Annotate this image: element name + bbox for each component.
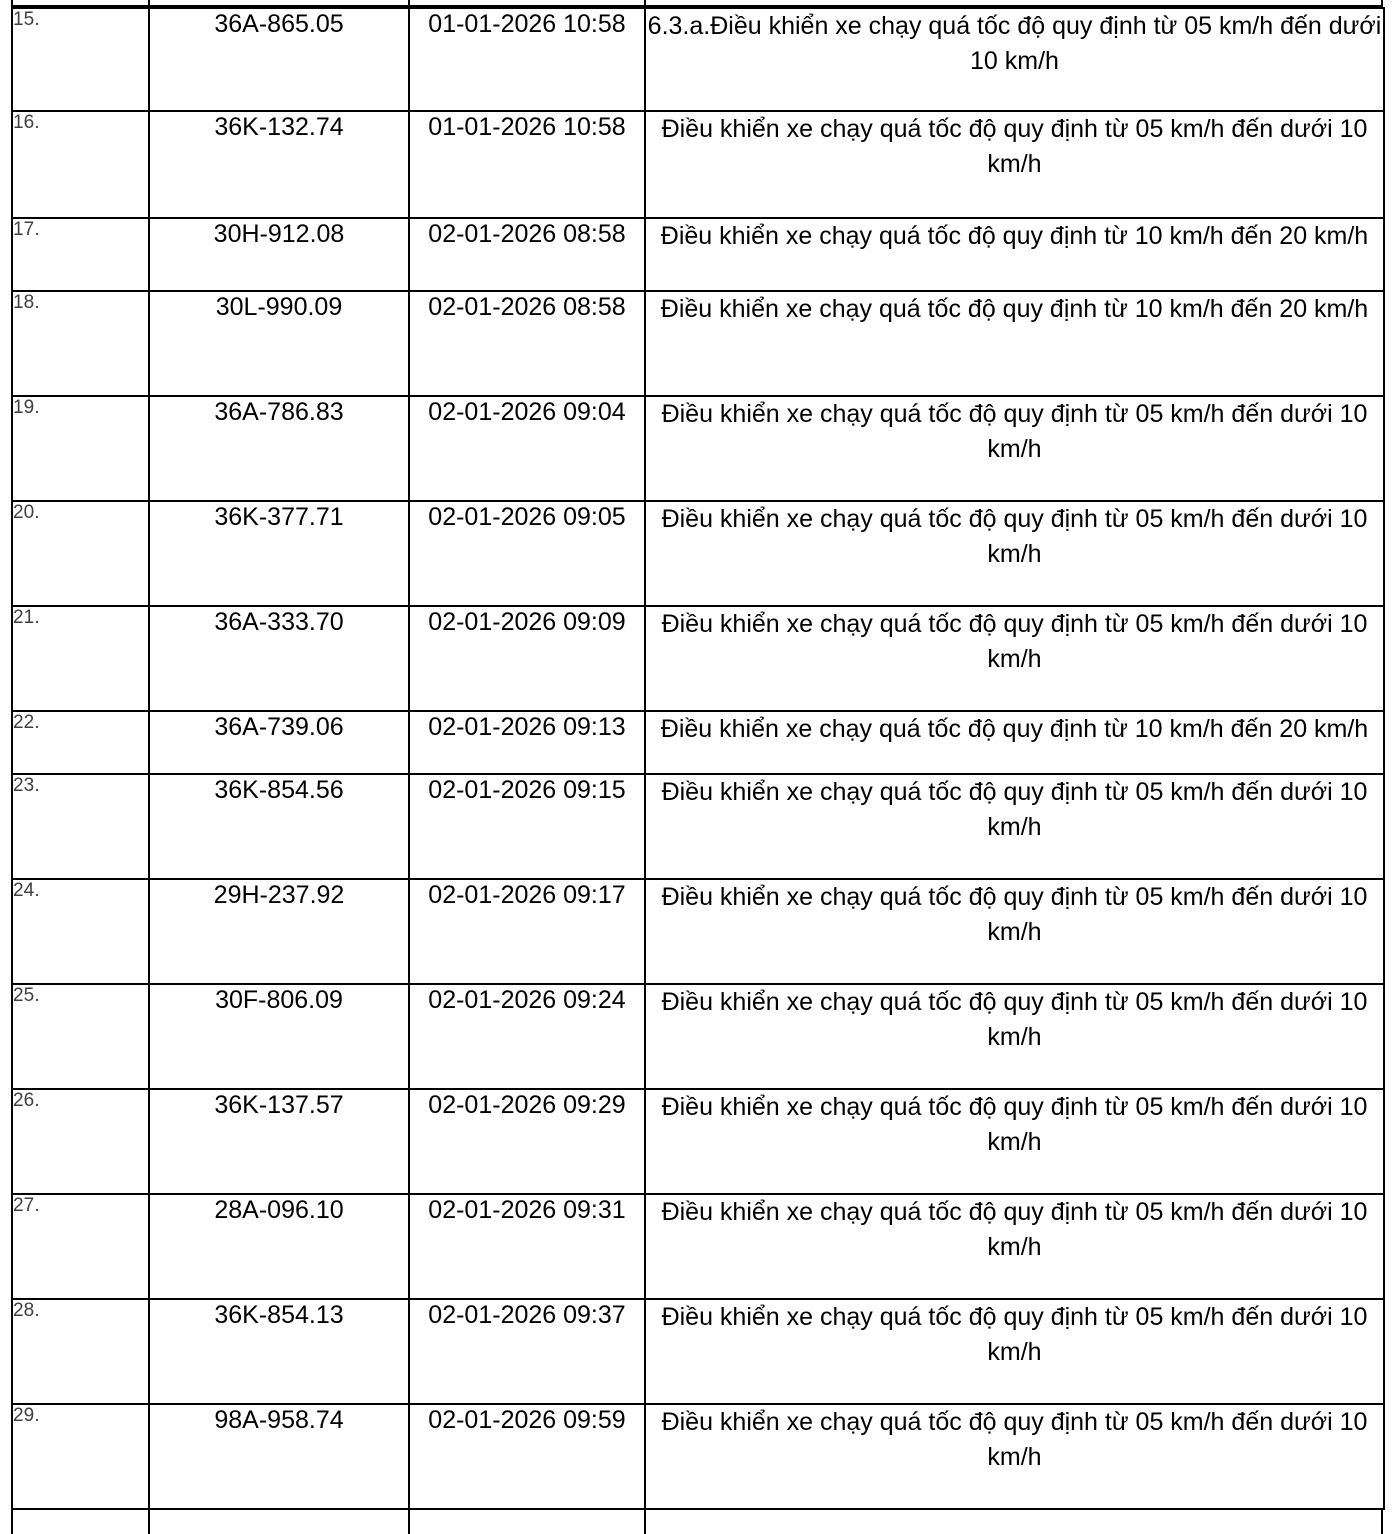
previous-row-partial xyxy=(11,0,1383,7)
table-row[interactable] xyxy=(12,774,1384,879)
violation-description-cell: Điều khiển xe chạy quá tốc độ quy định từ 05 km/h đến dưới 10 km/h xyxy=(645,879,1384,984)
row-index-cell: 21. xyxy=(12,606,149,711)
row-index-cell: 18. xyxy=(12,291,149,396)
table-row[interactable] xyxy=(12,396,1384,501)
license-plate-cell: 36K-137.57 xyxy=(149,1089,409,1194)
row-index-cell: 15. xyxy=(12,8,149,111)
row-index-cell: 16. xyxy=(12,111,149,218)
violation-time-cell: 01-01-2026 10:58 xyxy=(409,8,645,111)
table-row[interactable] xyxy=(12,711,1384,774)
previous-row-index-cell xyxy=(13,0,150,5)
table-row[interactable] xyxy=(12,879,1384,984)
violation-time-cell: 02-01-2026 09:05 xyxy=(409,501,645,606)
row-index-cell: 28. xyxy=(12,1299,149,1404)
next-row-description-cell xyxy=(646,1510,1381,1534)
table-row[interactable] xyxy=(12,606,1384,711)
license-plate-cell: 36A-865.05 xyxy=(149,8,409,111)
next-row-partial xyxy=(11,1510,1383,1534)
row-index-cell: 23. xyxy=(12,774,149,879)
violation-time-cell: 02-01-2026 09:17 xyxy=(409,879,645,984)
license-plate-cell: 98A-958.74 xyxy=(149,1404,409,1509)
violation-time-cell: 02-01-2026 09:59 xyxy=(409,1404,645,1509)
table-row[interactable] xyxy=(12,1089,1384,1194)
violation-time-cell: 02-01-2026 09:31 xyxy=(409,1194,645,1299)
license-plate-cell: 36A-333.70 xyxy=(149,606,409,711)
previous-row-plate-cell xyxy=(150,0,410,5)
violation-description-cell: Điều khiển xe chạy quá tốc độ quy định từ 05 km/h đến dưới 10 km/h xyxy=(645,396,1384,501)
license-plate-cell: 36K-854.56 xyxy=(149,774,409,879)
row-index-cell: 25. xyxy=(12,984,149,1089)
table-row[interactable] xyxy=(12,501,1384,606)
violation-description-cell: Điều khiển xe chạy quá tốc độ quy định từ 05 km/h đến dưới 10 km/h xyxy=(645,774,1384,879)
row-index-cell: 17. xyxy=(12,218,149,291)
row-index-cell: 19. xyxy=(12,396,149,501)
previous-row-description-cell xyxy=(646,0,1381,5)
next-row-index-cell xyxy=(13,1510,150,1534)
table-row[interactable] xyxy=(12,984,1384,1089)
violation-time-cell: 02-01-2026 09:04 xyxy=(409,396,645,501)
row-index-cell: 27. xyxy=(12,1194,149,1299)
license-plate-cell: 36K-854.13 xyxy=(149,1299,409,1404)
table-row[interactable] xyxy=(12,1404,1384,1509)
table-row[interactable] xyxy=(12,1299,1384,1404)
license-plate-cell: 36K-132.74 xyxy=(149,111,409,218)
table-row[interactable] xyxy=(12,1194,1384,1299)
violation-time-cell: 02-01-2026 09:24 xyxy=(409,984,645,1089)
row-index-cell: 22. xyxy=(12,711,149,774)
license-plate-cell: 36A-786.83 xyxy=(149,396,409,501)
table-row[interactable] xyxy=(12,8,1384,111)
violations-table-body xyxy=(12,8,1384,1509)
table-row[interactable] xyxy=(12,111,1384,218)
violation-description-cell: Điều khiển xe chạy quá tốc độ quy định từ 05 km/h đến dưới 10 km/h xyxy=(645,1299,1384,1404)
violation-time-cell: 02-01-2026 08:58 xyxy=(409,218,645,291)
license-plate-cell: 36A-739.06 xyxy=(149,711,409,774)
violation-time-cell: 02-01-2026 09:29 xyxy=(409,1089,645,1194)
next-row-time-cell xyxy=(410,1510,646,1534)
table-row[interactable] xyxy=(12,218,1384,291)
license-plate-cell: 30F-806.09 xyxy=(149,984,409,1089)
violations-table xyxy=(11,7,1385,1510)
violation-description-cell: Điều khiển xe chạy quá tốc độ quy định từ 10 km/h đến 20 km/h xyxy=(645,218,1384,291)
next-row-plate-cell xyxy=(150,1510,410,1534)
license-plate-cell: 30H-912.08 xyxy=(149,218,409,291)
violation-description-cell: Điều khiển xe chạy quá tốc độ quy định từ 05 km/h đến dưới 10 km/h xyxy=(645,501,1384,606)
violation-description-cell: Điều khiển xe chạy quá tốc độ quy định từ 10 km/h đến 20 km/h xyxy=(645,711,1384,774)
violation-description-cell: Điều khiển xe chạy quá tốc độ quy định từ 05 km/h đến dưới 10 km/h xyxy=(645,984,1384,1089)
violation-description-cell: 6.3.a.Điều khiển xe chạy quá tốc độ quy định từ 05 km/h đến dưới 10 km/h xyxy=(645,8,1384,111)
violation-description-cell: Điều khiển xe chạy quá tốc độ quy định từ 05 km/h đến dưới 10 km/h xyxy=(645,1089,1384,1194)
row-index-cell: 24. xyxy=(12,879,149,984)
row-index-cell: 29. xyxy=(12,1404,149,1509)
row-index-cell: 26. xyxy=(12,1089,149,1194)
violation-time-cell: 01-01-2026 10:58 xyxy=(409,111,645,218)
violation-description-cell: Điều khiển xe chạy quá tốc độ quy định từ 10 km/h đến 20 km/h xyxy=(645,291,1384,396)
violation-description-cell: Điều khiển xe chạy quá tốc độ quy định từ 05 km/h đến dưới 10 km/h xyxy=(645,111,1384,218)
violation-time-cell: 02-01-2026 09:15 xyxy=(409,774,645,879)
license-plate-cell: 28A-096.10 xyxy=(149,1194,409,1299)
license-plate-cell: 29H-237.92 xyxy=(149,879,409,984)
violation-time-cell: 02-01-2026 08:58 xyxy=(409,291,645,396)
violation-description-cell: Điều khiển xe chạy quá tốc độ quy định từ 05 km/h đến dưới 10 km/h xyxy=(645,1404,1384,1509)
violation-time-cell: 02-01-2026 09:09 xyxy=(409,606,645,711)
violation-time-cell: 02-01-2026 09:37 xyxy=(409,1299,645,1404)
table-row[interactable] xyxy=(12,291,1384,396)
license-plate-cell: 30L-990.09 xyxy=(149,291,409,396)
row-index-cell: 20. xyxy=(12,501,149,606)
violation-description-cell: Điều khiển xe chạy quá tốc độ quy định từ 05 km/h đến dưới 10 km/h xyxy=(645,606,1384,711)
previous-row-time-cell xyxy=(410,0,646,5)
license-plate-cell: 36K-377.71 xyxy=(149,501,409,606)
violation-description-cell: Điều khiển xe chạy quá tốc độ quy định từ 05 km/h đến dưới 10 km/h xyxy=(645,1194,1384,1299)
violation-time-cell: 02-01-2026 09:13 xyxy=(409,711,645,774)
